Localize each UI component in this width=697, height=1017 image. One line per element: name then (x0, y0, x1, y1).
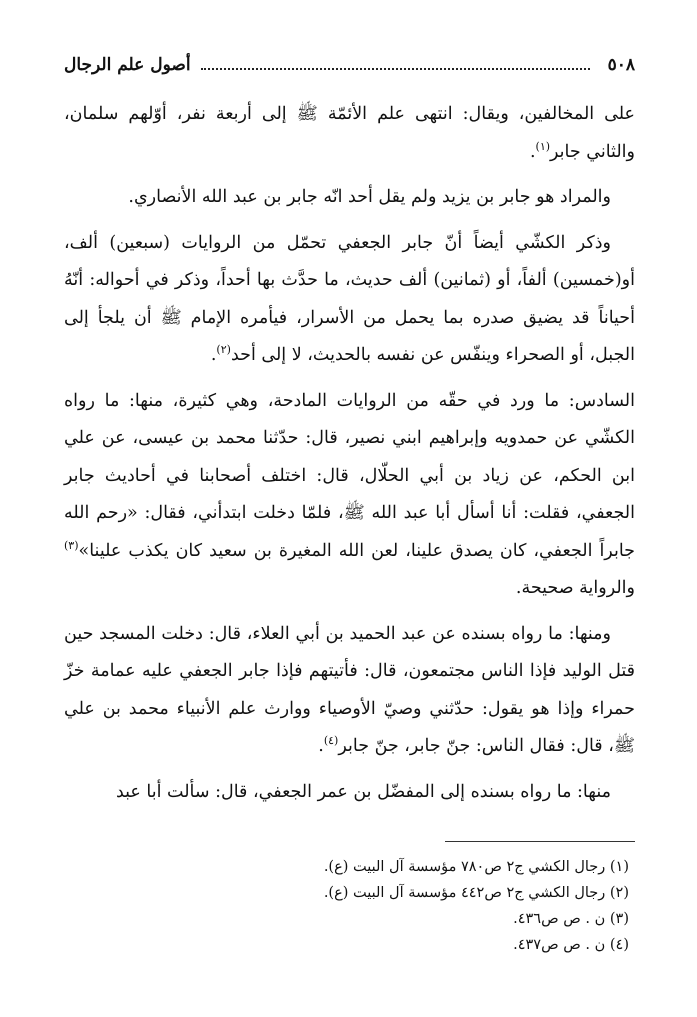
footnote-ref: (٣) (64, 538, 79, 552)
paragraph: ومنها: ما رواه بسنده عن عبد الحميد بن أبي العلاء، قال: دخلت المسجد حين قتل الوليد فإذا الناس مجتمعون، قال: فأتيتهم فإذا جابر الجعفي عليه عمامة خزّ حمراء وإذا هو يقول: حدّثني وصيّ الأوصياء ووارث علم الأنبياء محمد بن علي ﷺ، قال: فقال الناس: جنّ جابر، جنّ جابر$^{(٤)}$. (64, 623, 635, 756)
footnote-ref: (٢) (216, 343, 231, 357)
footnote: (٢) رجال الكشي ج٢ ص٤٤٢ مؤسسة آل البيت (ع). (323, 885, 629, 901)
footnote-separator (445, 841, 635, 842)
running-title: أصول علم الرجال (64, 55, 191, 75)
page-number: ٥٠٨ (607, 55, 635, 75)
paragraph: وذكر الكشّي أيضاً أنّ جابر الجعفي تحمّل من الروايات (سبعين) ألف، أو(خمسين) ألفاً، أو (ثمانين) ألف حديث، ما حدَّث بها أحداً، وذكر في أحواله: أنّهُ أحياناً قد يضيق صدره بما يحمل من الأسرار، فيأمره الإمام ﷺ أن يلجأ إلى الجبل، أو الصحراء وينفّس عن نفسه بالحديث، لا إلى أحد$^{(٢)}$. (64, 232, 635, 365)
paragraph: منها: ما رواه بسنده إلى المفضّل بن عمر الجعفي، قال: سألت أبا عبد (115, 781, 611, 802)
footnotes (64, 854, 635, 958)
footnote: (٣) ن . ص ص٤٣٦. (513, 911, 629, 927)
paragraph: والمراد هو جابر بن يزيد ولم يقل أحد انّه جابر بن عبد الله الأنصاري. (128, 187, 611, 207)
header-dot-leader (201, 56, 590, 70)
main-text (64, 96, 635, 811)
paragraph: على المخالفين، ويقال: انتهى علم الأئمّة ﷺ إلى أربعة نفر، أوّلهم سلمان، والثاني جابر$^{(١)}$. (64, 104, 635, 162)
footnote: (٤) ن . ص ص٤٣٧. (513, 937, 629, 953)
footnote: (١) رجال الكشي ج٢ ص٧٨٠ مؤسسة آل البيت (ع). (323, 859, 629, 875)
paragraph: السادس: ما ورد في حقّه من الروايات المادحة، وهي كثيرة، منها: ما رواه الكشّي عن حمدويه وإبراهيم ابني نصير، قال: حدّثنا محمد بن عيسى، عن علي ابن الحكم، عن زياد بن أبي الحلّال، قال: اختلف أصحابنا في أحاديث جابر الجعفي، فقلت: أنا أسأل أبا عبد الله ﷺ، فلمّا دخلت ابتدأني، فقال: «رحم الله جابراً الجعفي، كان يصدق علينا، لعن الله المغيرة بن سعيد كان يكذب علينا»$^{(٣)}$ والرواية صحيحة. (64, 390, 635, 598)
footnote-ref: (١) (535, 139, 551, 153)
footnote-ref: (٤) (323, 734, 339, 748)
page-header (64, 52, 635, 84)
